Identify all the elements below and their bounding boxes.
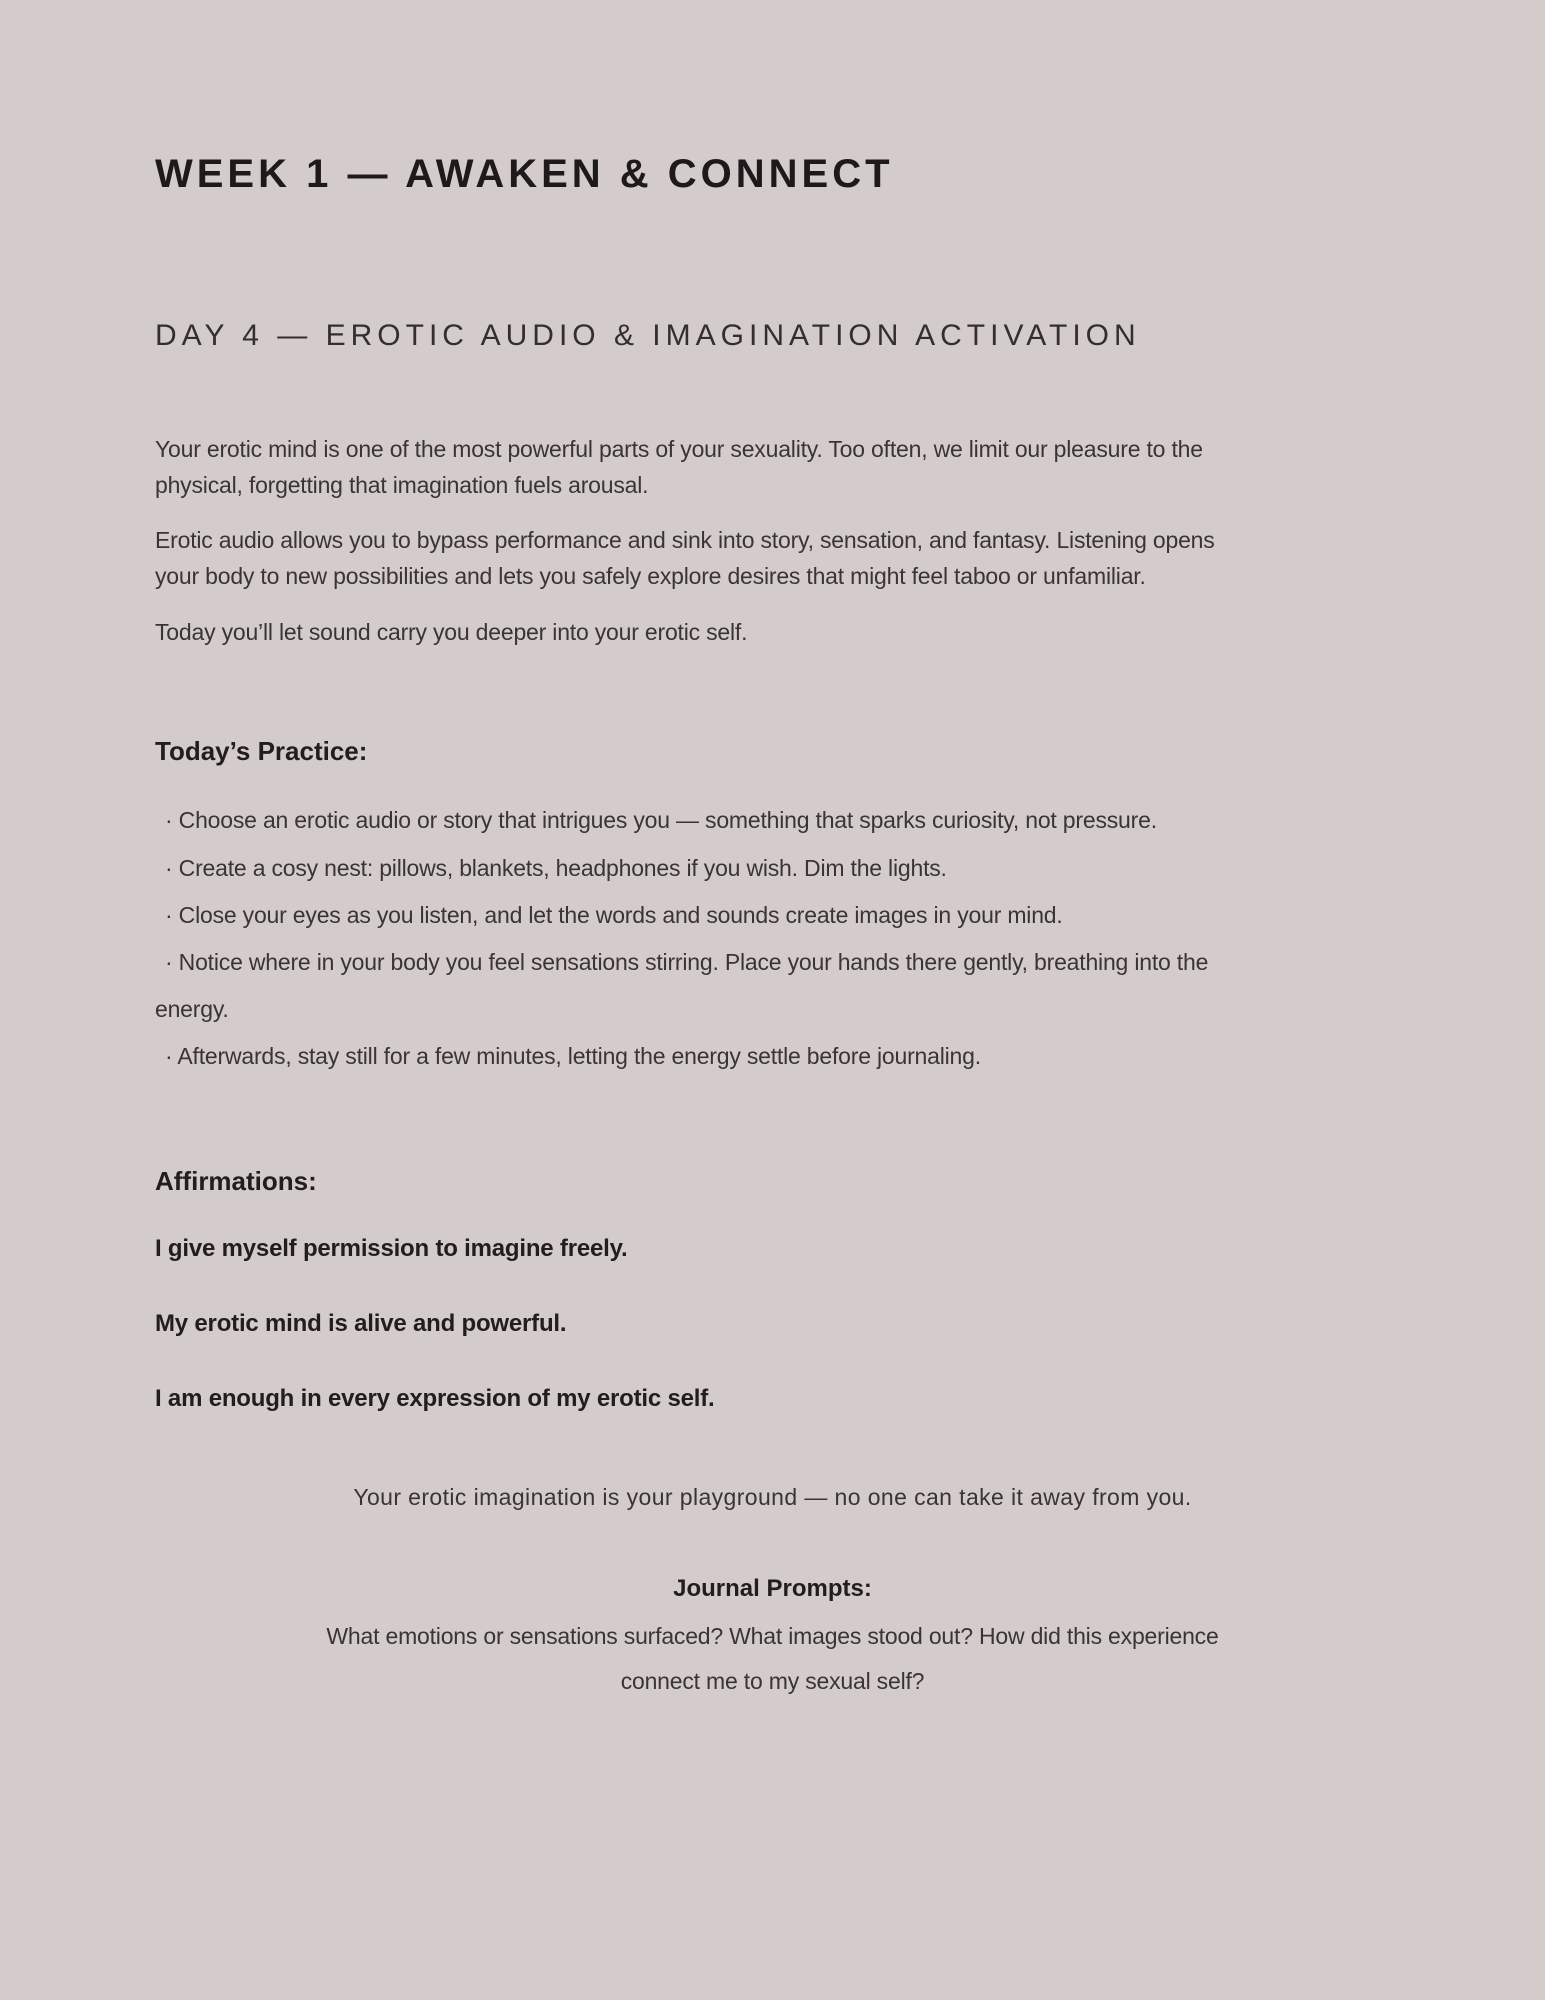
week-title: WEEK 1 — AWAKEN & CONNECT — [155, 152, 894, 196]
practice-item-text: Choose an erotic audio or story that intrigues you — something that sparks curiosity, not pressure. — [178, 807, 1157, 834]
practice-item — [155, 797, 1230, 844]
practice-item-text: Create a cosy nest: pillows, blankets, headphones if you wish. Dim the lights. — [178, 854, 947, 881]
affirmation-line-3: I am enough in every expression of my erotic self. — [155, 1385, 715, 1413]
bullet-dot-icon: · — [165, 901, 173, 928]
journal-prompts-heading: Journal Prompts: — [673, 1575, 872, 1603]
practice-item-text: Afterwards, stay still for a few minutes, letting the energy settle before journaling. — [177, 1043, 981, 1070]
bullet-dot-icon: · — [165, 948, 173, 975]
practice-list — [155, 797, 1230, 1080]
practice-heading: Today’s Practice: — [155, 736, 368, 767]
bullet-dot-icon: · — [165, 1043, 173, 1070]
bullet-dot-icon: · — [165, 807, 173, 834]
practice-item — [155, 892, 1230, 939]
practice-item — [155, 1033, 1230, 1080]
affirmation-line-1: I give myself permission to imagine freely. — [155, 1235, 628, 1263]
practice-item — [155, 845, 1230, 892]
bullet-dot-icon: · — [165, 854, 173, 881]
practice-item-text: Notice where in your body you feel sensations stirring. Place your hands there gently, breathing into the energy. — [155, 948, 1209, 1022]
intro-paragraph-2: Erotic audio allows you to bypass performance and sink into story, sensation, and fantasy. Listening opens your body to new possibilities and lets you safely explore desires that might feel taboo or unfamiliar. — [155, 527, 1215, 589]
practice-item-text: Close your eyes as you listen, and let the words and sounds create images in your mind. — [178, 901, 1063, 928]
intro-paragraph-1: Your erotic mind is one of the most powerful parts of your sexuality. Too often, we limit our pleasure to the physical, forgetting that imagination fuels arousal. — [155, 436, 1203, 498]
intro-paragraph-3: Today you’ll let sound carry you deeper into your erotic self. — [155, 618, 748, 645]
practice-item — [155, 939, 1230, 1033]
journal-prompts-text: What emotions or sensations surfaced? What images stood out? How did this experience connect me to my sexual self? — [326, 1623, 1219, 1695]
affirmations-heading: Affirmations: — [155, 1166, 317, 1197]
closing-quote: Your erotic imagination is your playground — no one can take it away from you. — [353, 1483, 1192, 1510]
affirmation-line-2: My erotic mind is alive and powerful. — [155, 1310, 567, 1338]
day-title: DAY 4 — EROTIC AUDIO & IMAGINATION ACTIVATION — [155, 319, 1141, 352]
